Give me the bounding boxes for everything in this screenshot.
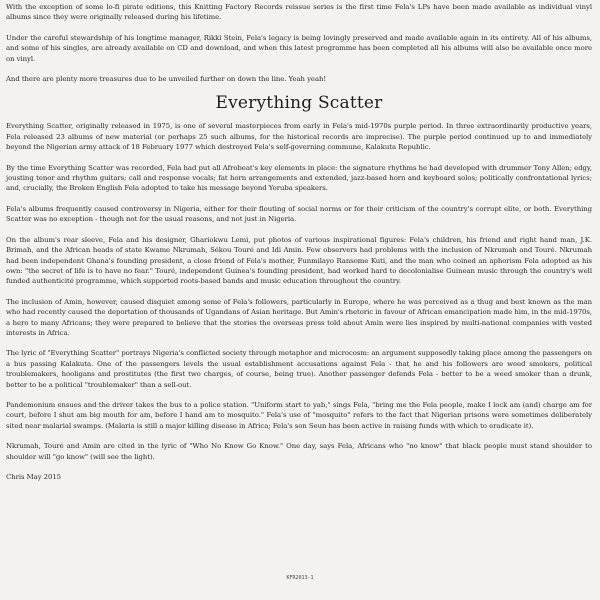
body-paragraph: The inclusion of Amin, however, caused disquiet among some of Fela's followers, particularly in Europe, where he was perceived as a thug and best known as the man who had recently caused the deportation of thousands of Ugandans of Asian heritage. But Amin's rhetoric in favour of African emancipation made him, in the mid-1970s, a hero to many Africans; they were prepared to believe that the stories the overseas press told about Amin were lies inspired by multi-national companies with vested interests in Africa. — [6, 297, 592, 337]
intro-paragraph: And there are plenty more treasures due to be unveiled further on down the line. Yeah yeah! — [6, 75, 327, 84]
body-paragraph: The lyric of "Everything Scatter" portrays Nigeria's conflicted society through metaphor and microcosm: an argument supposedly taking place among the passengers on a bus passing Kalakuta. One of the passengers levels the usual establishment accusations against Fela - that he and his followers are weed smokers, political troublemakers, hooligans and prostitutes (the first two charges, of course, being true). Another passenger defends Fela - better to be a weed smoker than a drunk, better to be a political "troublemaker" than a sell-out. — [6, 349, 592, 389]
body-paragraph: Fela's albums frequently caused controversy in Nigeria, either for their flouting of social norms or for their criticism of the country's corrupt elite, or both. Everything Scatter was no exception - though not for the usual reasons, and not just in Nigeria. — [6, 204, 592, 224]
album-title: Everything Scatter — [215, 93, 383, 114]
intro-paragraph: Under the careful stewardship of his longtime manager, Rikki Stein, Fela's legacy is being lovingly preserved and made available again in its entirety. All of his albums, and some of his singles, are already available on CD and download, and when this latest programme has been completed all his albums will also be available once more on vinyl. — [6, 33, 592, 63]
catalog-number: KFR2013-1 — [286, 575, 314, 581]
intro-paragraph: With the exception of some lo-fi pirate editions, this Knitting Factory Records reissue series is the first time Fela's LPs have been made available as individual vinyl albums since they were originally released during his lifetime. — [6, 3, 592, 22]
body-paragraph: By the time Everything Scatter was recorded, Fela had put all Afrobeat's key elements in place: the signature rhythms he had developed with drummer Tony Allen; edgy, jousting tenor and rhythm guitars; call and response vocals; fat horn arrangements and extended, jazz-based horn and keyboard solos; politically confrontational lyrics; and, crucially, the Broken English Fela adopted to take his message beyond Yoruba speakers. — [6, 163, 592, 193]
body-paragraph: Nkrumah, Touré and Amin are cited in the lyric of "Who No Know Go Know." One day, says Fela, Africans who "no know" that black people must stand shoulder to shoulder will "go know" (will see the light). — [6, 442, 592, 461]
body-paragraph: On the album's rear sleeve, Fela and his designer, Ghariokwu Lemi, put photos of various inspirational figures: Fela's children, his friend and right hand man, J.K. Brimah, and the African heads of state Kwame Nkrumah, Sékou Touré and Idi Amin. Few observers had problems with the inclusion of Nkrumah and Touré. Nkrumah had been independent Ghana's founding president, a close friend of Fela's mother, Funmilayo Ransome Kuti, and the man who coined an aphorism Fela adopted as his own: "the secret of life is to have no fear." Touré, independent Guinea's founding president, had worked hard to decolonialise Guinean music through the country's well funded authenticité programme, which supported roots-based bands and music education throughout the country. — [6, 235, 592, 286]
body-paragraph: Everything Scatter, originally released in 1975, is one of several masterpieces from early in Fela's mid-1970s purple period. In three extraordinarily productive years, Fela released 23 albums of new material (or perhaps 25 such albums, for the historical records are imprecise). The purple period continued up to and immediately beyond the Nigerian army attack of 18 February 1977 which destroyed Fela's self-governing commune, Kalakuta Republic. — [6, 122, 592, 152]
body-paragraph: Pandemonium ensues and the driver takes the bus to a police station. "Uniform start to yab," sings Fela, "bring me the Fela people, make I lock am (and) charge am for court, before I shut am big mouth for am, before I hand am to mosquito." Fela's use of "mosquito" refers to the fact that Nigerian prisons were sometimes deliberately sited near malarial swamps. (Malaria is still a major killing disease in Africa; Fela's son Seun has been active in raising funds with which to eradicate it). — [6, 400, 592, 430]
author-signature: Chris May 2015 — [6, 473, 62, 481]
